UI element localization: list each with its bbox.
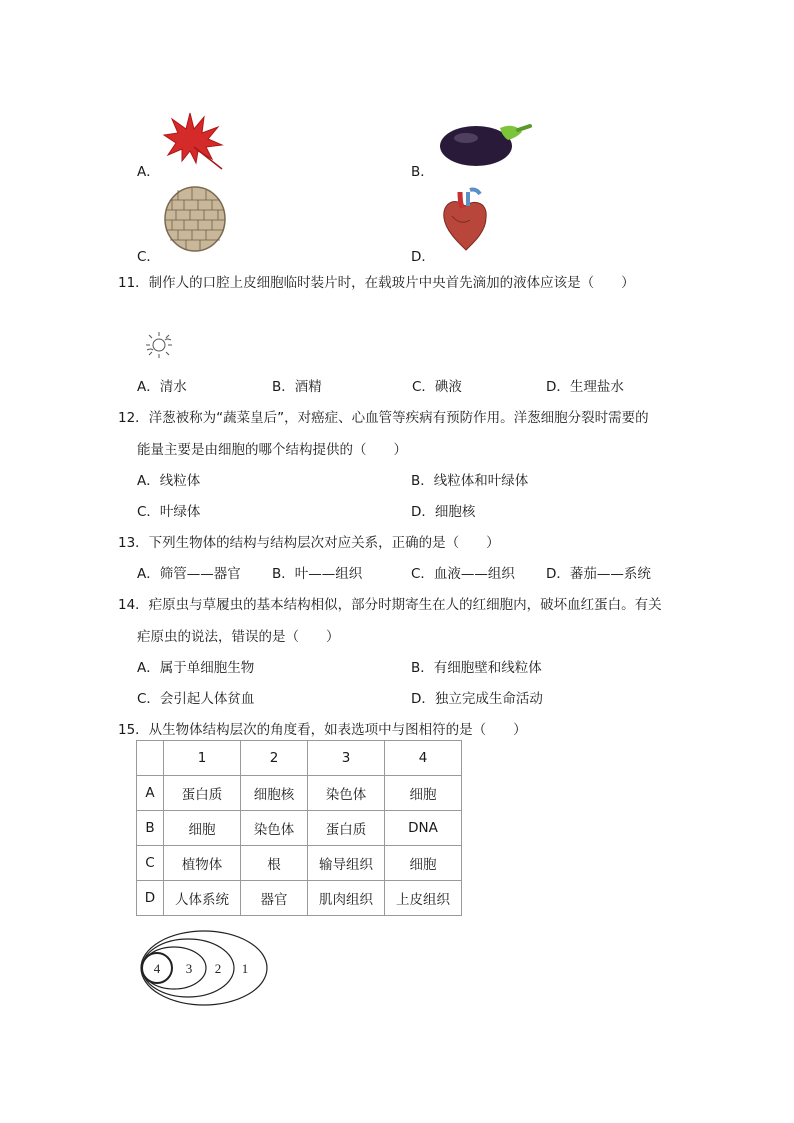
- q13-option-d[interactable]: D．蕃茄——系统: [546, 566, 651, 582]
- option-letter: B．: [411, 164, 434, 180]
- option-letter: C．: [137, 249, 160, 265]
- sun-symbol-icon: [143, 330, 175, 360]
- table-row-label: A: [137, 776, 164, 811]
- table-cell: 器官: [241, 881, 308, 916]
- table-cell: 细胞核: [241, 776, 308, 811]
- table-header-cell: 2: [241, 741, 308, 776]
- diagram-label: 1: [241, 961, 249, 976]
- q12-stem-line2: 能量主要是由细胞的哪个结构提供的（ ）: [137, 442, 407, 458]
- table-cell: 细胞: [164, 811, 241, 846]
- diagram-label: 3: [185, 961, 193, 976]
- q11-option-a[interactable]: A．清水: [137, 379, 187, 395]
- option-letter: A．: [137, 164, 160, 180]
- table-cell: 根: [241, 846, 308, 881]
- table-cell: DNA: [385, 811, 462, 846]
- nested-levels-diagram: [138, 928, 270, 1008]
- q13-option-c[interactable]: C．血液——组织: [411, 566, 515, 582]
- table-header-cell: 3: [308, 741, 385, 776]
- q11-option-c[interactable]: C．碘液: [412, 379, 462, 395]
- q15-stem: 15．从生物体结构层次的角度看，如表选项中与图相符的是（ ）: [118, 722, 527, 738]
- table-row: [137, 776, 462, 811]
- q11-option-d[interactable]: D．生理盐水: [546, 379, 624, 395]
- q12-option-a[interactable]: A．线粒体: [137, 473, 201, 489]
- q13-option-b[interactable]: B．叶——组织: [272, 566, 363, 582]
- q13-option-a[interactable]: A．筛管——器官: [137, 566, 241, 582]
- table-cell: [137, 741, 164, 776]
- table-cell: 蛋白质: [164, 776, 241, 811]
- q14-option-b[interactable]: B．有细胞壁和线粒体: [411, 660, 542, 676]
- table-cell: 植物体: [164, 846, 241, 881]
- eggplant-icon: [438, 118, 534, 170]
- table-cell: 细胞: [385, 846, 462, 881]
- q13-stem: 13．下列生物体的结构与结构层次对应关系，正确的是（ ）: [118, 535, 500, 551]
- table-cell: 肌肉组织: [308, 881, 385, 916]
- table-row-label: D: [137, 881, 164, 916]
- q14-stem-line2: 疟原虫的说法，错误的是（ ）: [137, 629, 340, 645]
- q12-option-b[interactable]: B．线粒体和叶绿体: [411, 473, 529, 489]
- table-header-cell: 4: [385, 741, 462, 776]
- table-cell: 上皮组织: [385, 881, 462, 916]
- maple-leaf-icon: [160, 105, 226, 171]
- table-cell: 输导组织: [308, 846, 385, 881]
- q14-option-d[interactable]: D．独立完成生命活动: [411, 691, 543, 707]
- diagram-label: 2: [214, 961, 222, 976]
- q12-option-d[interactable]: D．细胞核: [411, 504, 476, 520]
- table-row: [137, 811, 462, 846]
- table-row-label: B: [137, 811, 164, 846]
- structure-level-table: [136, 740, 462, 916]
- q11-option-b[interactable]: B．酒精: [272, 379, 322, 395]
- table-row: [137, 846, 462, 881]
- q12-option-c[interactable]: C．叶绿体: [137, 504, 201, 520]
- table-header-cell: 1: [164, 741, 241, 776]
- table-cell: 细胞: [385, 776, 462, 811]
- option-letter: D．: [411, 249, 435, 265]
- q11-stem: 11．制作人的口腔上皮细胞临时装片时，在载玻片中央首先滴加的液体应该是（ ）: [118, 275, 635, 291]
- q14-option-a[interactable]: A．属于单细胞生物: [137, 660, 255, 676]
- table-cell: 染色体: [241, 811, 308, 846]
- table-cell: 染色体: [308, 776, 385, 811]
- table-header-row: [137, 741, 462, 776]
- table-cell: 蛋白质: [308, 811, 385, 846]
- q14-option-c[interactable]: C．会引起人体贫血: [137, 691, 255, 707]
- q12-stem-line1: 12．洋葱被称为“蔬菜皇后”，对癌症、心血管等疾病有预防作用。洋葱细胞分裂时需要的: [118, 410, 649, 426]
- table-row: [137, 881, 462, 916]
- diagram-label: 4: [153, 961, 161, 976]
- table-row-label: C: [137, 846, 164, 881]
- table-cell: 人体系统: [164, 881, 241, 916]
- q14-stem-line1: 14．疟原虫与草履虫的基本结构相似，部分时期寄生在人的红细胞内，破坏血红蛋白。有关: [118, 597, 662, 613]
- plant-tissue-micrograph-icon: [164, 186, 226, 252]
- heart-icon: [440, 186, 490, 252]
